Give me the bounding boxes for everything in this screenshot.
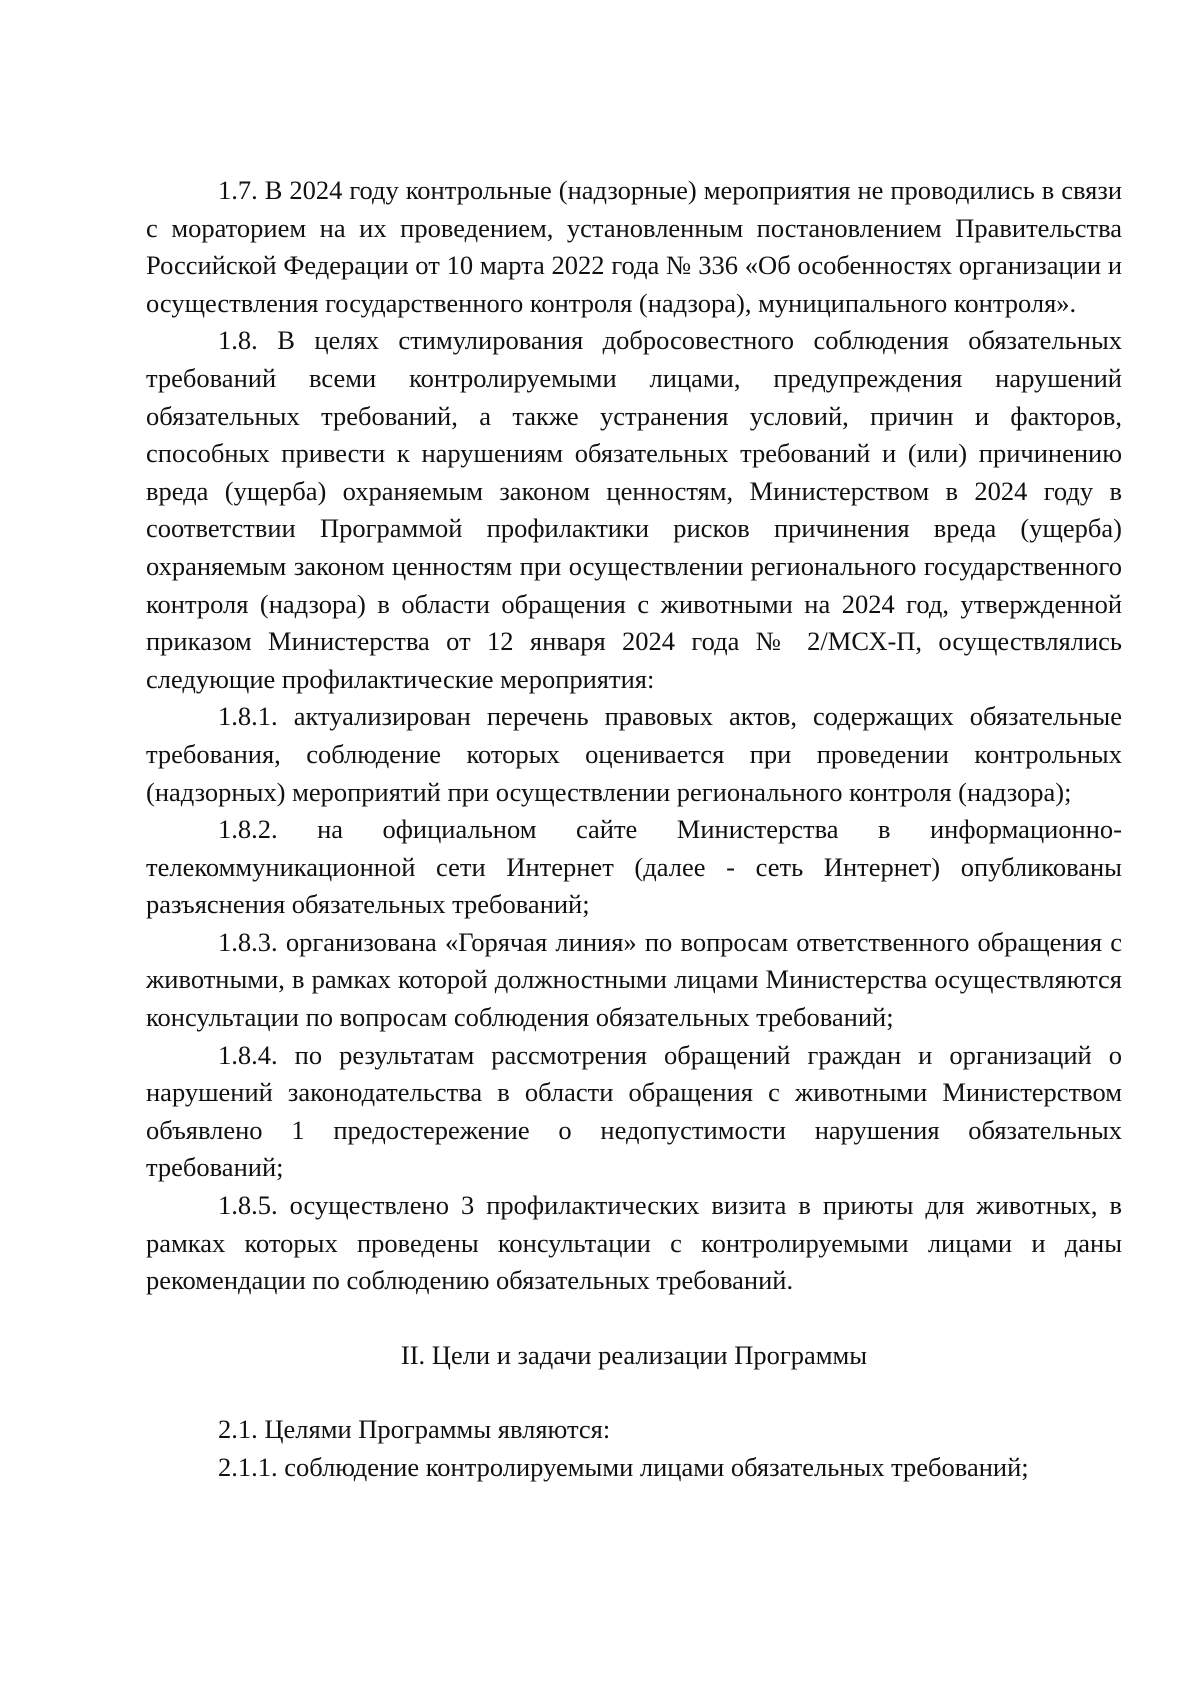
paragraph-2-1-1: 2.1.1. соблюдение контролируемыми лицами обязательных требований;: [218, 1452, 1029, 1482]
paragraph-1-8-4: 1.8.4. по результатам рассмотрения обращений граждан и организаций о нарушений законодательства в области обращения с животными Министерством объявлено 1 предостережение о недопустимости нарушения обязательных требований;: [146, 1039, 1122, 1183]
paragraph-1-8-3: 1.8.3. организована «Горячая линия» по вопросам ответственного обращения с животными, в рамках которой должностными лицами Министерства осуществляются консультации по вопросам соблюдения обязательных требований;: [146, 926, 1122, 1033]
paragraph-1-8-5: 1.8.5. осуществлено 3 профилактических визита в приюты для животных, в рамках которых проведены консультации с контролируемыми лицами и даны рекомендации по соблюдению обязательных требований.: [146, 1190, 1122, 1296]
paragraph-1-8-2: 1.8.2. на официальном сайте Министерства в информационно-телекоммуникационной сети Интернет (далее - сеть Интернет) опубликованы разъяснения обязательных требований;: [146, 814, 1122, 920]
paragraph-2-1: 2.1. Целями Программы являются:: [218, 1414, 611, 1445]
paragraph-1-7: 1.7. В 2024 году контрольные (надзорные) мероприятия не проводились в связи с мораторием на их проведением, установленным постановлением Правительства Российской Федерации от 10 марта 2022 года № 336 «Об особенностях организации и осуществления государственного контроля (надзора), муниципального контроля».: [146, 175, 1122, 318]
paragraph-1-8-1: 1.8.1. актуализирован перечень правовых актов, содержащих обязательные требования, соблюдение которых оценивается при проведении контрольных (надзорных) мероприятий при осуществлении регионального контроля (надзора);: [146, 701, 1122, 807]
paragraph-1-8: 1.8. В целях стимулирования добросовестного соблюдения обязательных требований всеми контролируемыми лицами, предупреждения нарушений обязательных требований, а также устранения условий, причин и факторов, способных привести к нарушениям обязательных требований и (или) причинению вреда (ущерба) охраняемым законом ценностям, Министерством в 2024 году в соответствии Программой профилактики рисков причинения вреда (ущерба) охраняемым законом ценностям при осуществлении регионального государственного контроля (надзора) в области обращения с животными на 2024 год, утвержденной приказом Министерства от 12 января 2024 года № 2/МСХ-П, осуществлялись следующие профилактические мероприятия:: [146, 325, 1122, 694]
section-heading: II. Цели и задачи реализации Программы: [400, 1339, 868, 1370]
document-body: [146, 172, 1122, 1487]
